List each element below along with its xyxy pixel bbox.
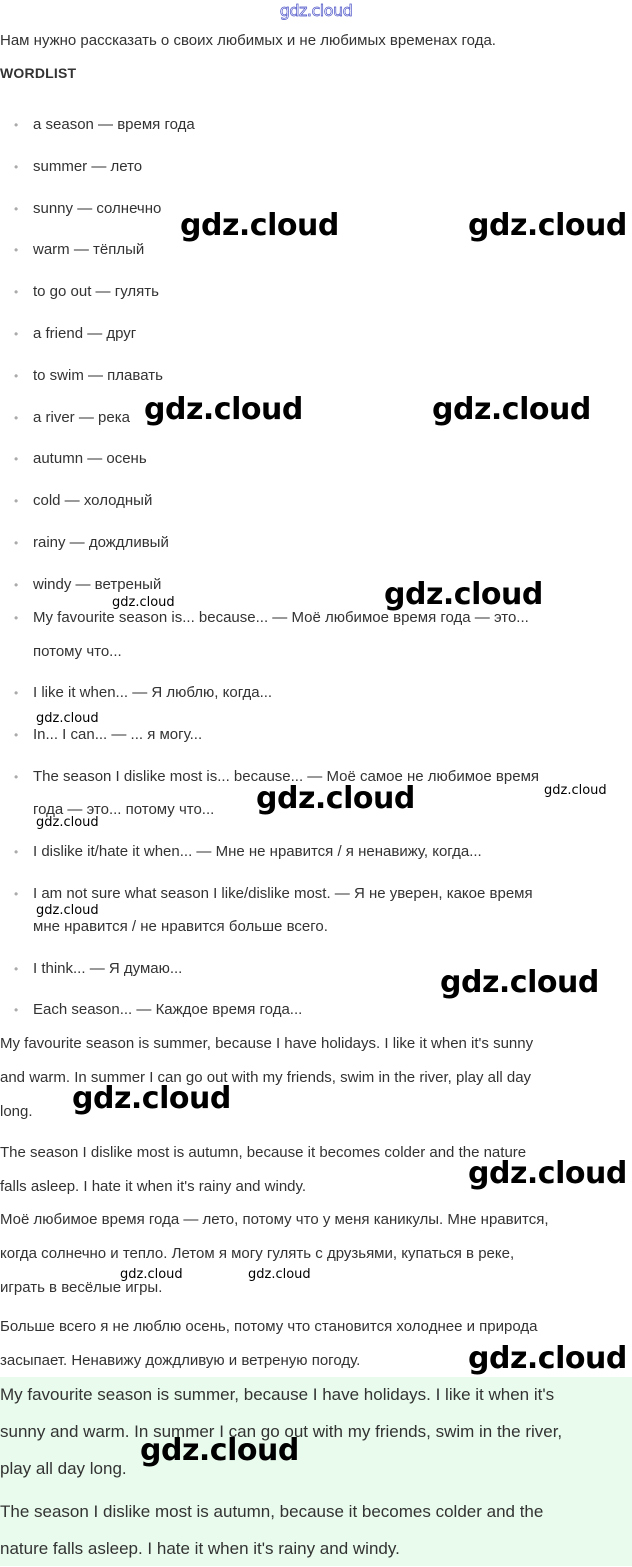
list-item-text: I like it when... — Я люблю, когда... [33,684,273,701]
watermark-text: gdz.cloud [36,815,99,830]
watermark-text: gdz.cloud [256,781,415,816]
list-item-text: to swim — плавать [33,367,163,384]
site-logo[interactable]: gdz.cloud [279,1,353,20]
text-line: My favourite season is summer, because I have holidays. I like it when it's [0,1385,555,1404]
list-item-text: to go out — гулять [33,283,159,300]
watermark-text: gdz.cloud [112,595,175,610]
bullet-icon: • [14,611,19,625]
text-line: nature falls asleep. I hate it when it's rainy and windy. [0,1539,400,1558]
text-line: когда солнечно и тепло. Летом я могу гулять с друзьями, купаться в реке, [0,1245,515,1262]
wordlist-heading: WORDLIST [0,65,77,81]
bullet-icon: • [14,962,19,976]
bullet-icon: • [14,578,19,592]
list-item-text: windy — ветреный [33,576,162,593]
list-item-text: In... I can... — ... я могу... [33,726,203,743]
list-item-text: I dislike it/hate it when... — Мне не нравится / я ненавижу, когда... [33,843,482,860]
watermark-text: gdz.cloud [180,208,339,243]
watermark-text: gdz.cloud [36,903,99,918]
list-item-text: года — это... потому что... [33,801,215,818]
bullet-icon: • [14,845,19,859]
bullet-icon: • [14,243,19,257]
text-line: засыпает. Ненавижу дождливую и ветреную погоду. [0,1352,361,1369]
bullet-icon: • [14,452,19,466]
list-item-text: autumn — осень [33,450,147,467]
list-item-text: a friend — друг [33,325,137,342]
watermark-text: gdz.cloud [432,392,591,427]
text-line: and warm. In summer I can go out with my friends, swim in the river, play all day [0,1069,532,1086]
highlighted-paragraph-1 [0,1376,632,1487]
text-line: play all day long. [0,1459,127,1478]
bullet-icon: • [14,327,19,341]
watermark-text: gdz.cloud [468,1156,627,1191]
watermark-text: gdz.cloud [468,1341,627,1376]
watermark-text: gdz.cloud [440,965,599,1000]
list-item-text: a river — река [33,409,130,426]
list-item-text: потому что... [33,643,122,660]
text-line: falls asleep. I hate it when it's rainy and windy. [0,1178,307,1195]
watermark-text: gdz.cloud [248,1267,311,1282]
bullet-icon: • [14,285,19,299]
watermark-text: gdz.cloud [36,711,99,726]
text-line: My favourite season is summer, because I have holidays. I like it when it's sunny [0,1035,534,1052]
watermark-text: gdz.cloud [140,1433,299,1468]
answer-ru-paragraph-1 [0,1203,632,1305]
text-line: Больше всего я не люблю осень, потому что становится холоднее и природа [0,1318,538,1335]
watermark-text: gdz.cloud [144,392,303,427]
highlighted-paragraph-2 [0,1493,632,1567]
watermark-text: gdz.cloud [120,1267,183,1282]
bullet-icon: • [14,369,19,383]
bullet-icon: • [14,686,19,700]
watermark-text: gdz.cloud [544,783,607,798]
list-item-text: I think... — Я думаю... [33,960,183,977]
text-line: The season I dislike most is autumn, because it becomes colder and the [0,1502,544,1521]
list-item-text: sunny — солнечно [33,200,162,217]
list-item-text: a season — время года [33,116,195,133]
list-item-text: summer — лето [33,158,143,175]
bullet-icon: • [14,536,19,550]
bullet-icon: • [14,118,19,132]
bullet-icon: • [14,160,19,174]
bullet-icon: • [14,728,19,742]
bullet-icon: • [14,202,19,216]
list-item-text: cold — холодный [33,492,153,509]
text-line: Моё любимое время года — лето, потому что у меня каникулы. Мне нравится, [0,1211,549,1228]
bullet-icon: • [14,887,19,901]
text-line: sunny and warm. In summer I can go out with my friends, swim in the river, [0,1422,563,1441]
bullet-icon: • [14,411,19,425]
watermark-text: gdz.cloud [384,577,543,612]
text-line: играть в весёлые игры. [0,1279,163,1296]
watermark-text: gdz.cloud [468,208,627,243]
list-item-text: Each season... — Каждое время года... [33,1001,303,1018]
bullet-icon: • [14,494,19,508]
watermark-text: gdz.cloud [72,1081,231,1116]
text-line: The season I dislike most is autumn, because it becomes colder and the nature [0,1144,527,1161]
list-item-text: The season I dislike most is... because... — Моё самое не любимое время [33,768,540,785]
intro-text: Нам нужно рассказать о своих любимых и не любимых временах года. [0,32,496,49]
list-item-text: I am not sure what season I like/dislike most. — Я не уверен, какое время [33,885,533,902]
bullet-icon: • [14,1003,19,1017]
list-item-text: мне нравится / не нравится больше всего. [33,918,328,935]
list-item-text: My favourite season is... because... — Моё любимое время года — это... [33,609,529,626]
text-line: long. [0,1103,33,1120]
list-item-text: rainy — дождливый [33,534,169,551]
bullet-icon: • [14,770,19,784]
list-item-text: warm — тёплый [33,241,145,258]
